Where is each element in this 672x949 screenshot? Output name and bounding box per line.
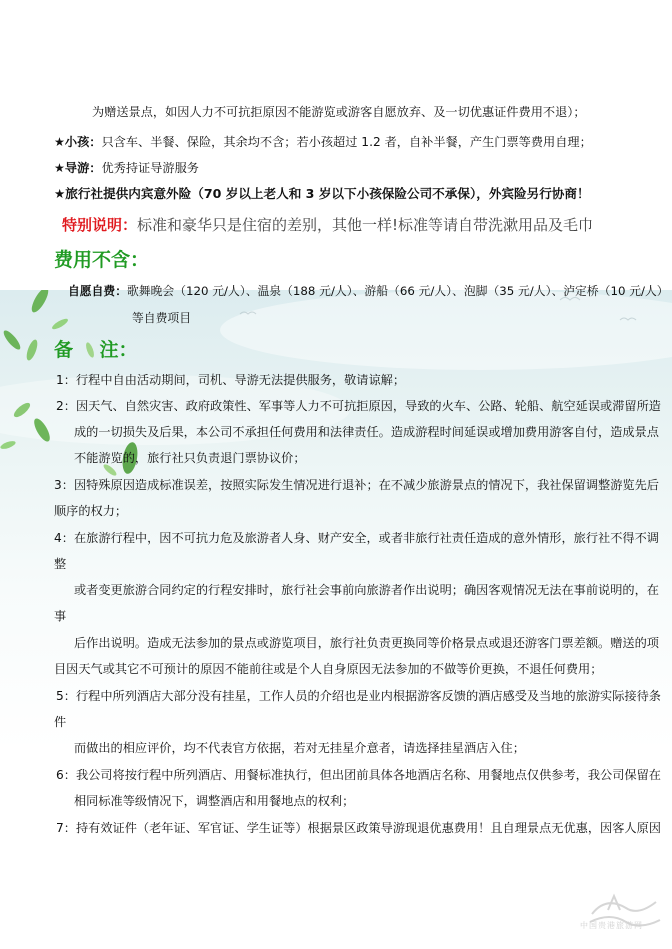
note-line: 后作出说明。造成无法参加的景点或游览项目，旅行社负责更换同等价格景点或退还游客门票差额。赠送的项 bbox=[74, 636, 659, 650]
note-line: 3：因特殊原因造成标准误差，按照实际发生情况进行退补；在不减少旅游景点的情况下，我社保留调整游览先后 bbox=[54, 478, 659, 492]
watermark-text: 中国贵港旅游网 bbox=[580, 921, 643, 930]
note-line: 2：因天气、自然灾害、政府政策性、军事等人力不可抗拒原因，导致的火车、公路、轮船、航空延误或滞留所造 bbox=[56, 399, 661, 413]
note-line: 5：行程中所列酒店大部分没有挂星，工作人员的介绍也是业内根据游客反馈的酒店感受及当地的旅游实际接待条 bbox=[56, 689, 661, 703]
note-line: 而做出的相应评价，均不代表官方依据，若对无挂星介意者，请选择挂星酒店入住； bbox=[74, 741, 525, 755]
note-line: 不能游览的，旅行社只负责退门票协议价； bbox=[74, 451, 306, 465]
gift-note-line: 为赠送景点，如因人力不可抗拒原因不能游览或游客自愿放弃、及一切优惠证件费用不退）； bbox=[92, 105, 586, 119]
self-pay-label: 自愿自费： bbox=[68, 284, 127, 298]
self-pay-line bbox=[68, 283, 669, 299]
note-line: 件 bbox=[54, 715, 67, 729]
excluded-title: 费用不含： bbox=[54, 249, 150, 271]
note-line: 4：在旅游行程中，因不可抗力危及旅游者人身、财产安全，或者非旅行社责任造成的意外情形，旅行社不得不调 bbox=[54, 531, 659, 545]
special-label: 特别说明： bbox=[62, 216, 138, 234]
note-line: 事 bbox=[54, 609, 67, 623]
guide-label: ★导游： bbox=[54, 161, 102, 175]
child-text: 只含车、半餐、保险，其余均不含；若小孩超过 1.2 者，自补半餐，产生门票等费用自理； bbox=[101, 135, 592, 149]
special-note bbox=[62, 215, 593, 235]
leaves-decoration-icon bbox=[0, 290, 672, 949]
note-line: 6：我公司将按行程中所列酒店、用餐标准执行，但出团前具体各地酒店名称、用餐地点仅供参考，我公司保留在 bbox=[56, 768, 661, 782]
notes-title: 备 注： bbox=[54, 339, 138, 361]
note-line: 成的一切损失及后果，本公司不承担任何费用和法律责任。造成游程时间延误或增加费用游客自付，造成景点 bbox=[74, 425, 659, 439]
note-line: 7：持有效证件（老年证、军官证、学生证等）根据景区政策导游现退优惠费用！且自理景点无优惠，因客人原因 bbox=[56, 821, 661, 835]
self-pay-text: 歌舞晚会（120 元/人）、温泉（188 元/人）、游船（66 元/人）、泡脚（35 元/人）、泸定桥（10 元/人） bbox=[127, 284, 669, 298]
child-policy bbox=[54, 134, 592, 150]
note-line: 或者变更旅游合同约定的行程安排时，旅行社会事前向旅游者作出说明；确因客观情况无法在事前说明的，在 bbox=[74, 583, 659, 597]
note-line: 目因天气或其它不可预计的原因不能前往或是个人自身原因无法参加的不做等价更换，不退任何费用； bbox=[54, 662, 603, 676]
child-label: ★小孩： bbox=[54, 135, 102, 149]
note-line: 1：行程中自由活动期间，司机、导游无法提供服务，敬请谅解； bbox=[56, 373, 406, 387]
note-line: 整 bbox=[54, 557, 67, 571]
guide-text: 优秀持证导游服务 bbox=[101, 161, 199, 175]
self-pay-line-2: 等自费项目 bbox=[132, 311, 191, 325]
note-line: 相同标准等级情况下，调整酒店和用餐地点的权利； bbox=[74, 794, 355, 808]
guide-policy bbox=[54, 160, 199, 176]
special-text: 标准和豪华只是住宿的差别，其他一样!标准等请自带洗漱用品及毛巾 bbox=[137, 216, 594, 234]
note-line: 顺序的权力； bbox=[54, 504, 128, 518]
insurance-line: ★旅行社提供内宾意外险（70 岁以上老人和 3 岁以下小孩保险公司不承保），外宾险另行协商！ bbox=[54, 186, 590, 201]
